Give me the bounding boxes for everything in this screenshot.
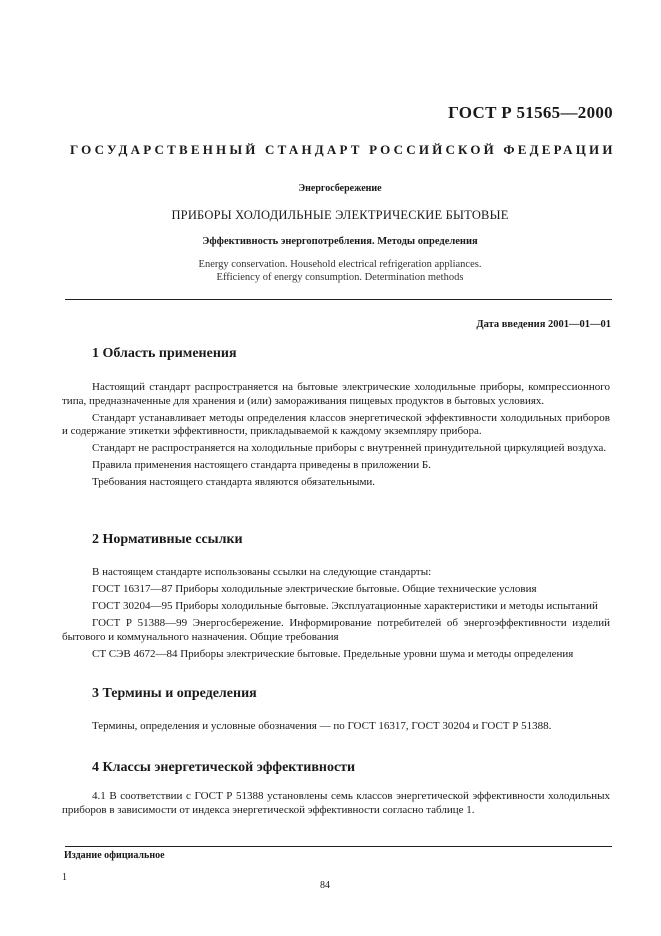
section-4-body (62, 790, 610, 821)
section-1-body (62, 381, 610, 493)
document-title: ПРИБОРЫ ХОЛОДИЛЬНЫЕ ЭЛЕКТРИЧЕСКИЕ БЫТОВЫЕ (171, 208, 509, 222)
section-4-paragraph: 4.1 В соответствии с ГОСТ Р 51388 установлены семь классов энергетической эффективности холодильных приборов в зависимости от индекса энергетической эффективности согласно таблице 1. (62, 790, 610, 816)
section-3-heading: 3 Термины и определения (92, 686, 257, 701)
section-1-paragraph: Стандарт не распространяется на холодильные приборы с внутренней принудительной циркуляцией воздуха. (92, 442, 607, 454)
section-1-paragraph: Настоящий стандарт распространяется на бытовые электрические холодильные приборы, компрессионного типа, предназначенные для хранения и (или) замораживания пищевых продуктов в бытовых условиях. (62, 381, 610, 407)
page-number: 1 (62, 872, 67, 883)
section-2-paragraph: ГОСТ 30204—95 Приборы холодильные бытовые. Эксплуатационные характеристики и методы испытаний (92, 600, 598, 612)
introduction-date: Дата введения 2001—01—01 (476, 319, 611, 330)
section-1-paragraph: Требования настоящего стандарта являются обязательными. (92, 476, 376, 488)
state-standard-title: ГОСУДАРСТВЕННЫЙ СТАНДАРТ РОССИЙСКОЙ ФЕДЕРАЦИИ (70, 142, 616, 157)
section-1-paragraph: Стандарт устанавливает методы определения классов энергетической эффективности холодильных приборов и содержание этикетки эффективности, прикладываемой к каждому экземпляру прибора. (62, 411, 610, 437)
title-divider (65, 299, 612, 300)
section-2-paragraph: В настоящем стандарте использованы ссылки на следующие стандарты: (92, 566, 432, 578)
category-label: Энергосбережение (298, 183, 382, 194)
section-4-heading: 4 Классы энергетической эффективности (92, 760, 356, 775)
english-title-line-2: Efficiency of energy consumption. Determination methods (216, 272, 464, 283)
section-2-body (62, 566, 610, 665)
official-edition-label: Издание официальное (64, 850, 165, 861)
section-2-paragraph: СТ СЭВ 4672—84 Приборы электрические бытовые. Предельные уровни шума и методы определения (92, 647, 574, 660)
section-2-paragraph: ГОСТ Р 51388—99 Энергосбережение. Информирование потребителей об энергоэффективности изделий бытового и коммунального назначения. Общие требования (62, 617, 610, 643)
section-1-heading: 1 Область применения (92, 346, 237, 361)
footer-divider (65, 846, 612, 847)
section-3-paragraph: Термины, определения и условные обозначения — по ГОСТ 16317, ГОСТ 30204 и ГОСТ Р 51388. (92, 720, 552, 732)
section-1-paragraph: Правила применения настоящего стандарта приведены в приложении Б. (92, 459, 431, 471)
english-title-line-1: Energy conservation. Household electrical refrigeration appliances. (198, 259, 482, 270)
standard-code: ГОСТ Р 51565—2000 (448, 103, 613, 122)
section-2-paragraph: ГОСТ 16317—87 Приборы холодильные электрические бытовые. Общие технические условия (92, 583, 537, 595)
section-3-body (62, 720, 610, 737)
section-2-heading: 2 Нормативные ссылки (92, 532, 243, 547)
folio-number: 84 (320, 880, 330, 891)
english-title (60, 258, 620, 284)
document-subtitle: Эффективность энергопотребления. Методы определения (202, 236, 478, 247)
